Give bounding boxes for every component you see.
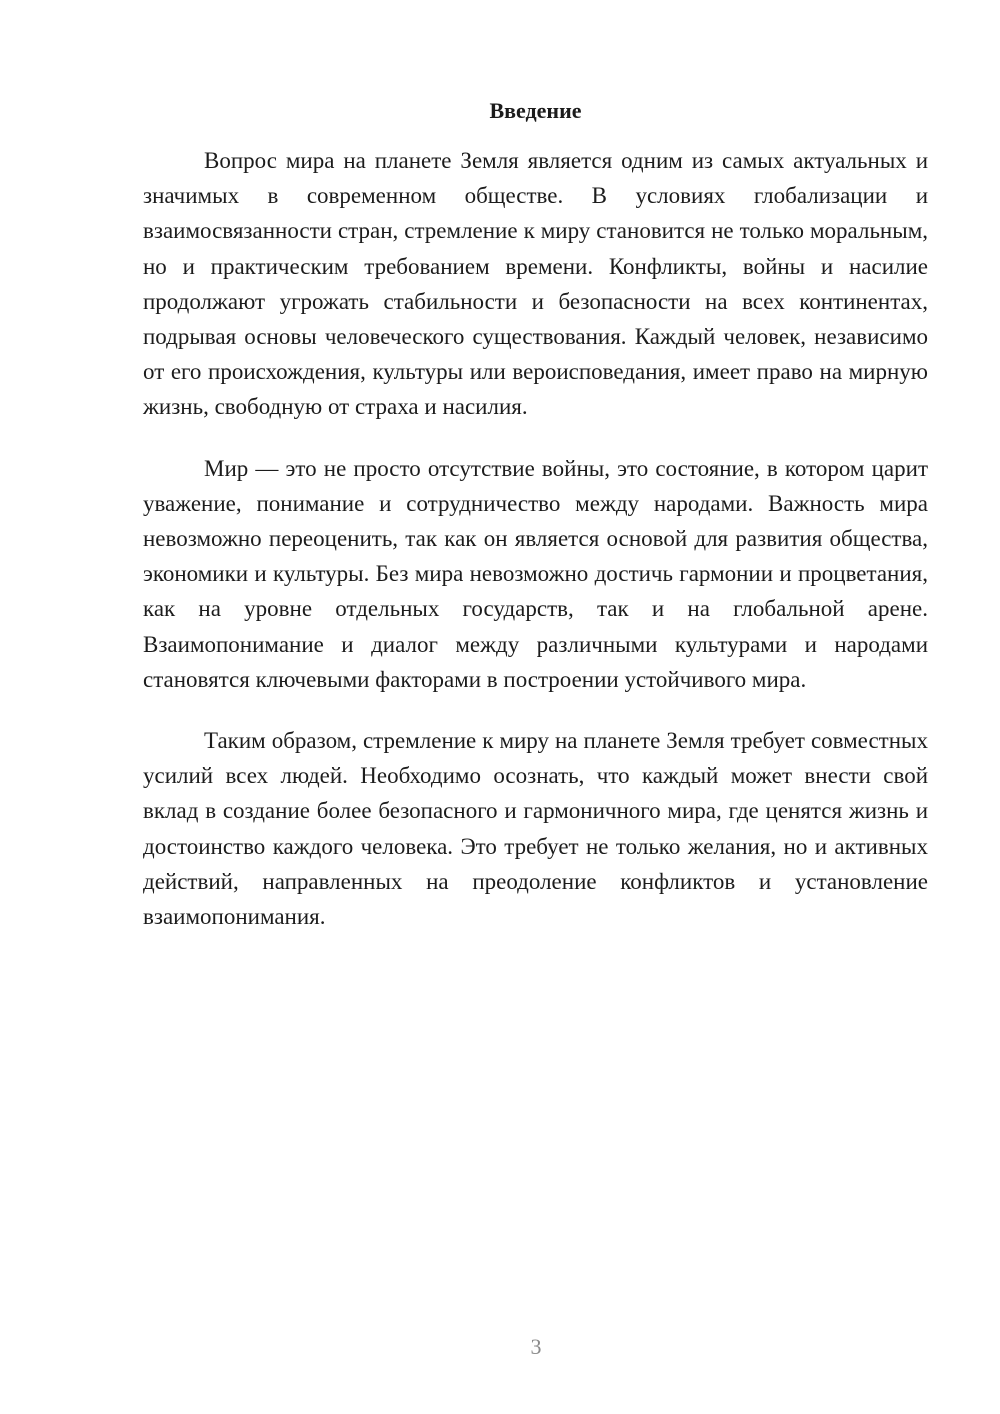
section-heading: Введение [489,98,582,123]
paragraph-2: Мир — это не просто отсутствие войны, это состояние, в котором царит уважение, понимание и сотрудничество между народами. Важность мира невозможно переоценить, так как он является основой для развития общества, экономики и культуры. Без мира невозможно достичь гармонии и процветания, как на уровне отдельных государств, так и на глобальной арене. Взаимопонимание и диалог между различными культурами и народами становятся ключевыми факторами в построении устойчивого мира. [143,455,928,692]
body-text [143,143,928,960]
paragraph-1: Вопрос мира на планете Земля является одним из самых актуальных и значимых в современном обществе. В условиях глобализации и взаимосвязанности стран, стремление к миру становится не только моральным, но и практическим требованием времени. Конфликты, войны и насилие продолжают угрожать стабильности и безопасности на всех континентах, подрывая основы человеческого существования. Каждый человек, независимо от его происхождения, культуры или вероисповедания, имеет право на мирную жизнь, свободную от страха и насилия. [143,148,928,420]
paragraph-3: Таким образом, стремление к миру на планете Земля требует совместных усилий всех людей. Необходимо осознать, что каждый может внести свой вклад в создание более безопасного и гармоничного мира, где ценятся жизнь и достоинство каждого человека. Это требует не только желания, но и активных действий, направленных на преодоление конфликтов и установление взаимопонимания. [143,728,928,930]
page-number: 3 [530,1334,542,1359]
